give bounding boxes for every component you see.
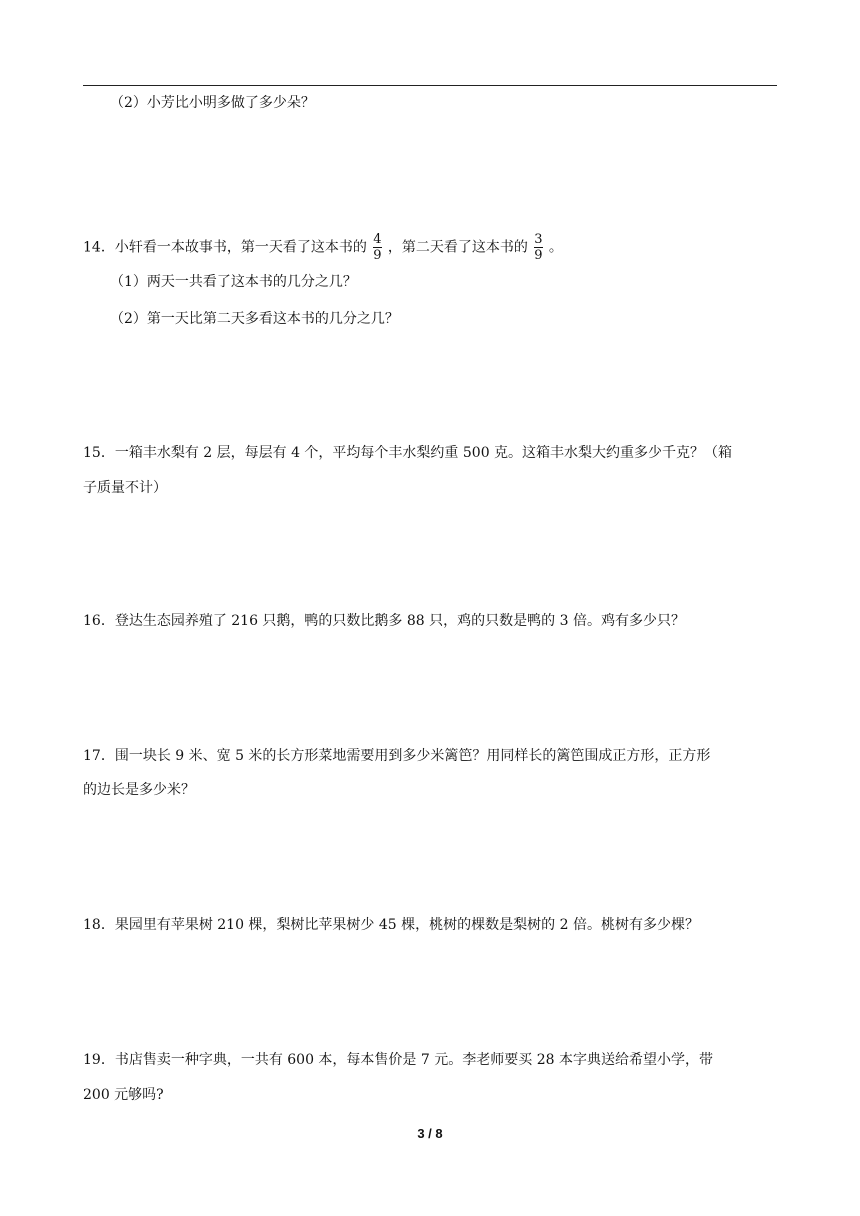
q14-prefix: 14．小轩看一本故事书，第一天看了这本书的 [83,239,367,256]
q14-part2: （2）第一天比第二天多看这本书的几分之几？ [110,311,399,327]
q14-middle: ，第二天看了这本书的 [387,239,528,256]
fraction-4-9 [373,233,382,262]
q14-stem [83,233,563,262]
q18: 18．果园里有苹果树 210 棵，梨树比苹果树少 45 棵，桃树的棵数是梨树的 2 倍。桃树有多少棵？ [83,917,699,933]
q19-line2: 200 元够吗? [83,1087,164,1103]
fraction-denominator: 9 [373,248,382,263]
fraction-3-9 [534,233,543,262]
q14-suffix: 。 [548,239,563,256]
fraction-numerator: 4 [373,232,382,247]
page-number: 3 / 8 [417,1126,443,1141]
fraction-numerator: 3 [534,232,543,247]
q13-part2: （2）小芳比小明多做了多少朵？ [110,95,315,111]
q17-line2: 的边长是多少米？ [83,782,195,798]
q17-line1: 17．围一块长 9 米、宽 5 米的长方形菜地需要用到多少米篱笆？用同样长的篱笆围成正方形，正方形 [83,748,711,764]
fraction-denominator: 9 [534,248,543,263]
q14-part1: （1）两天一共看了这本书的几分之几？ [110,274,357,290]
header-rule [83,85,777,86]
q16: 16．登达生态园养殖了 216 只鹅，鸭的只数比鹅多 88 只，鸡的只数是鸭的 3 倍。鸡有多少只？ [83,613,685,629]
q15-line2: 子质量不计） [83,480,167,496]
q15-line1: 15．一箱丰水梨有 2 层，每层有 4 个，平均每个丰水梨约重 500 克。这箱丰水梨大约重多少千克？（箱 [83,445,733,461]
q19-line1: 19．书店售卖一种字典，一共有 600 本，每本售价是 7 元。李老师要买 28 本字典送给希望小学，带 [83,1052,713,1068]
